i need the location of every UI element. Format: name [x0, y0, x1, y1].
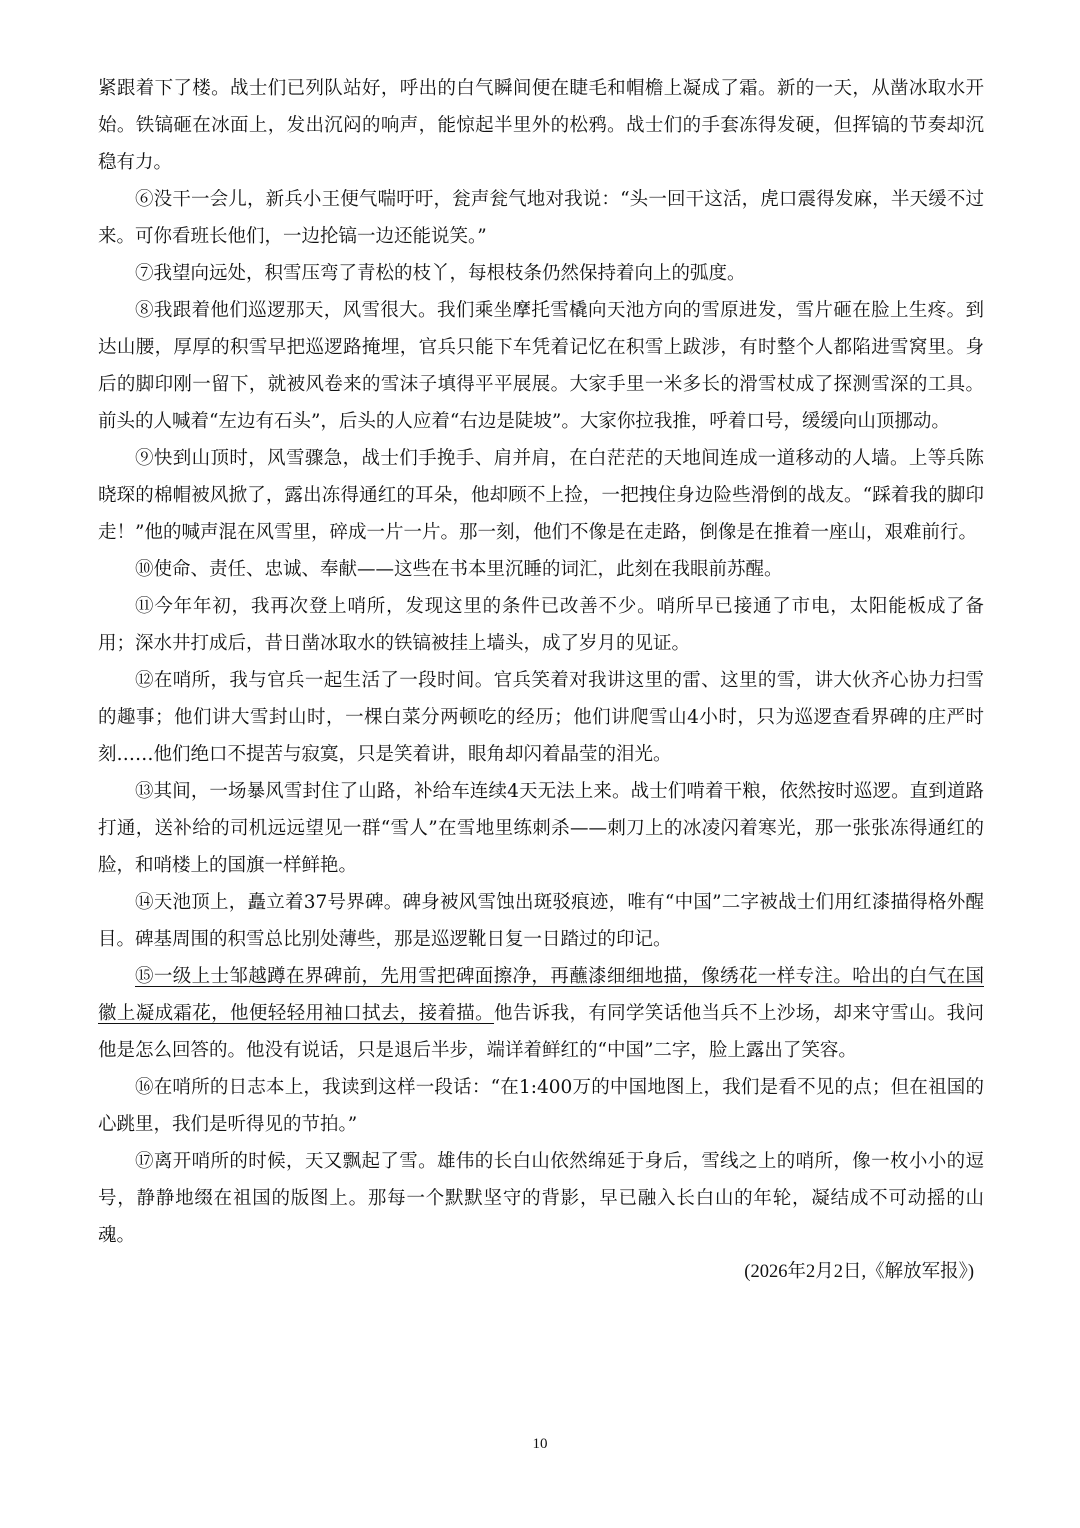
paragraph-15-rest-text: 他告诉我，有同学笑话他当兵不上沙场，却来守雪山。我问他是怎么回答的。他没有说话，只是退后半步，端详着鲜红的“中国”二字，脸上露出了笑容。: [98, 1003, 984, 1061]
article-source: (2026年2月2日,《解放军报》): [744, 1262, 974, 1282]
paragraph-10: ⑩使命、责任、忠诚、奉献——这些在书本里沉睡的词汇，此刻在我眼前苏醒。: [135, 559, 783, 580]
paragraph-11: ⑪今年年初，我再次登上哨所，发现这里的条件已改善不少。哨所早已接通了市电，太阳能板成了备用；深水井打成后，昔日凿冰取水的铁镐被挂上墙头，成了岁月的见证。: [98, 596, 984, 654]
page-number: 10: [532, 1436, 548, 1452]
paragraph-12: ⑫在哨所，我与官兵一起生活了一段时间。官兵笑着对我讲这里的雷、这里的雪，讲大伙齐心协力扫雪的趣事；他们讲大雪封山时，一棵白菜分两顿吃的经历；他们讲爬雪山4小时，只为巡逻查看界碑的庄严时刻……他们绝口不提苦与寂寞，只是笑着讲，眼角却闪着晶莹的泪光。: [98, 670, 984, 765]
paragraph-9: ⑨快到山顶时，风雪骤急，战士们手挽手、肩并肩，在白茫茫的天地间连成一道移动的人墙。上等兵陈晓琛的棉帽被风掀了，露出冻得通红的耳朵，他却顾不上捡，一把拽住身边险些滑倒的战友。“踩着我的脚印走！”他的喊声混在风雪里，碎成一片一片。那一刻，他们不像是在走路，倒像是在推着一座山，艰难前行。: [98, 448, 984, 543]
paragraph-7: ⑦我望向远处，积雪压弯了青松的枝丫，每根枝条仍然保持着向上的弧度。: [135, 263, 746, 284]
paragraph-5-continued: 紧跟着下了楼。战士们已列队站好，呼出的白气瞬间便在睫毛和帽檐上凝成了霜。新的一天，从凿冰取水开始。铁镐砸在冰面上，发出沉闷的响声，能惊起半里外的松鸦。战士们的手套冻得发硬，但挥镐的节奏却沉稳有力。: [98, 78, 984, 173]
paragraph-13: ⑬其间，一场暴风雪封住了山路，补给车连续4天无法上来。战士们啃着干粮，依然按时巡逻。直到道路打通，送补给的司机远远望见一群“雪人”在雪地里练刺杀——刺刀上的冰凌闪着寒光，那一张张冻得通红的脸，和哨楼上的国旗一样鲜艳。: [98, 781, 984, 876]
paragraph-6: ⑥没干一会儿，新兵小王便气喘吁吁，瓮声瓮气地对我说：“头一回干这活，虎口震得发麻，半天缓不过来。可你看班长他们，一边抡镐一边还能说笑。”: [98, 189, 984, 247]
paragraph-14: ⑭天池顶上，矗立着37号界碑。碑身被风雪蚀出斑驳痕迹，唯有“中国”二字被战士们用红漆描得格外醒目。碑基周围的积雪总比别处薄些，那是巡逻靴日复一日踏过的印记。: [98, 892, 984, 950]
paragraph-8: ⑧我跟着他们巡逻那天，风雪很大。我们乘坐摩托雪橇向天池方向的雪原进发，雪片砸在脸上生疼。到达山腰，厚厚的积雪早把巡逻路掩埋，官兵只能下车凭着记忆在积雪上跋涉，有时整个人都陷进雪窝里。身后的脚印刚一留下，就被风卷来的雪沫子填得平平展展。大家手里一米多长的滑雪杖成了探测雪深的工具。前头的人喊着“左边有石头”，后头的人应着“右边是陡坡”。大家你拉我推，呼着口号，缓缓向山顶挪动。: [98, 300, 984, 432]
paragraph-15-underlined-text: ⑮一级上士邹越蹲在界碑前，先用雪把碑面擦净，再蘸漆细细地描，像绣花一样专注。哈出的白气在国徽上凝成霜花，他便轻轻用袖口拭去，接着描。: [98, 966, 984, 1024]
paragraph-17: ⑰离开哨所的时候，天又飘起了雪。雄伟的长白山依然绵延于身后，雪线之上的哨所，像一枚小小的逗号，静静地缀在祖国的版图上。那每一个默默坚守的背影，早已融入长白山的年轮，凝结成不可动摇的山魂。: [98, 1151, 984, 1246]
paragraph-15: [98, 958, 984, 1069]
paragraph-16: ⑯在哨所的日志本上，我读到这样一段话：“在1:400万的中国地图上，我们是看不见的点；但在祖国的心跳里，我们是听得见的节拍。”: [98, 1077, 984, 1135]
article-body: [98, 70, 984, 1291]
